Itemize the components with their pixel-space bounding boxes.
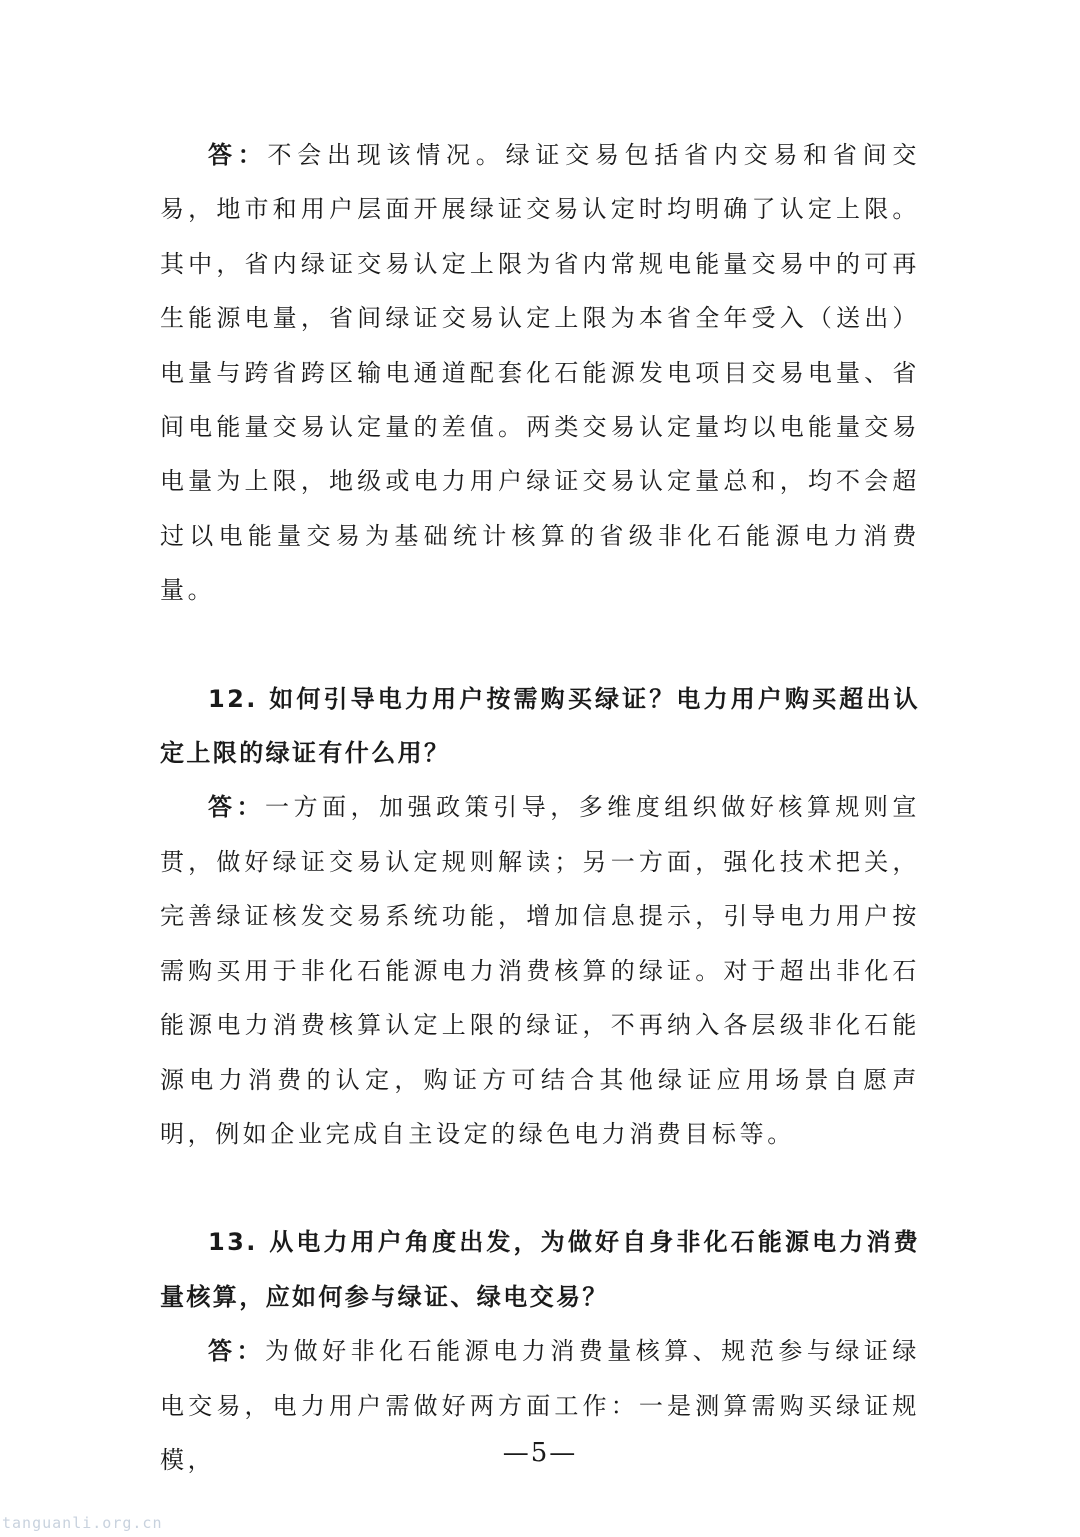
question-13: 13. 从电力用户角度出发，为做好自身非化石能源电力消费量核算，应如何参与绿证、绿电交易？: [160, 1228, 920, 1311]
answer-text: 不会出现该情况。绿证交易包括省内交易和省间交易，地市和用户层面开展绿证交易认定时均明确了认定上限。其中，省内绿证交易认定上限为省内常规电能量交易中的可再生能源电量，省间绿证交易认定上限为本省全年受入（送出）电量与跨省跨区输电通道配套化石能源发电项目交易电量、省间电能量交易认定量的差值。两类交易认定量均以电能量交易电量为上限，地级或电力用户绿证交易认定量总和，均不会超过以电能量交易为基础统计核算的省级非化石能源电力消费量。: [160, 141, 920, 605]
answer-label: 答：: [208, 141, 268, 169]
watermark: tanguanli.org.cn: [2, 1514, 163, 1532]
section-gap: [160, 618, 920, 672]
answer-text: 为做好非化石能源电力消费量核算、规范参与绿证绿电交易，电力用户需做好两方面工作：一是测算需购买绿证规模，: [160, 1337, 920, 1474]
answer-paragraph-11: [160, 128, 920, 618]
document-body: [160, 128, 920, 1487]
answer-label: 答：: [208, 1337, 266, 1366]
answer-label: 答：: [208, 793, 266, 822]
page-number: —5—: [502, 1438, 578, 1468]
question-12: 12. 如何引导电力用户按需购买绿证？电力用户购买超出认定上限的绿证有什么用？: [160, 684, 920, 768]
answer-paragraph-12: [160, 780, 920, 1161]
answer-text: 一方面，加强政策引导，多维度组织做好核算规则宣贯，做好绿证交易认定规则解读；另一方面，强化技术把关，完善绿证核发交易系统功能，增加信息提示，引导电力用户按需购买用于非化石能源电力消费核算的绿证。对于超出非化石能源电力消费核算认定上限的绿证，不再纳入各层级非化石能源电力消费的认定，购证方可结合其他绿证应用场景自愿声明，例如企业完成自主设定的绿色电力消费目标等。: [160, 793, 920, 1148]
section-gap: [160, 1161, 920, 1215]
